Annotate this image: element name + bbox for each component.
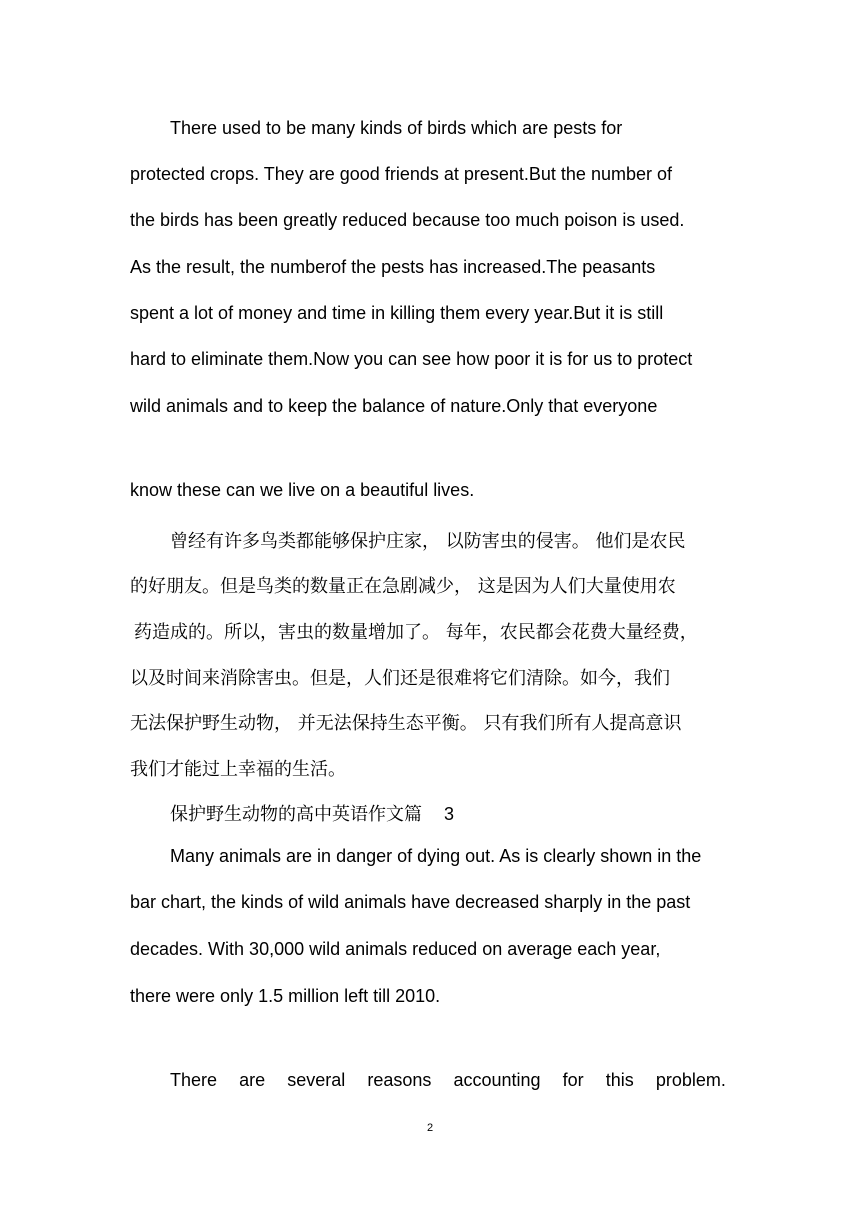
section-heading-text: 保护野生动物的高中英语作文篇 bbox=[170, 804, 422, 825]
paragraph-line: 的好朋友。但是鸟类的数量正在急剧减少， 这是因为人们大量使用农 bbox=[130, 576, 676, 597]
paragraph-line: 药造成的。所以，害虫的数量增加了。 每年，农民都会花费大量经费， bbox=[134, 622, 698, 643]
word: several bbox=[287, 1070, 346, 1090]
paragraph-line: there were only 1.5 million left till 2010. bbox=[130, 986, 441, 1006]
word: There bbox=[170, 1070, 218, 1090]
paragraph-line: 以及时间来消除害虫。但是，人们还是很难将它们清除。如今，我们 bbox=[130, 668, 670, 689]
word: problem. bbox=[655, 1070, 726, 1090]
paragraph-line: Many animals are in danger of dying out. As is clearly shown in the bbox=[170, 846, 702, 866]
paragraph-line: the birds has been greatly reduced because too much poison is used. bbox=[130, 210, 685, 230]
word: this bbox=[605, 1070, 634, 1090]
section-heading bbox=[170, 800, 454, 826]
word: are bbox=[239, 1070, 266, 1090]
paragraph-line: There used to be many kinds of birds which are pests for bbox=[170, 118, 623, 138]
paragraph-line: bar chart, the kinds of wild animals have decreased sharply in the past bbox=[130, 892, 691, 912]
section-heading-number: 3 bbox=[444, 804, 455, 824]
paragraph-line: spent a lot of money and time in killing them every year.But it is still bbox=[130, 303, 664, 323]
paragraph-line bbox=[170, 1070, 726, 1091]
page-number: 2 bbox=[426, 1122, 434, 1134]
paragraph-line: protected crops. They are good friends at present.But the number of bbox=[130, 164, 672, 184]
word: reasons bbox=[367, 1070, 432, 1090]
paragraph-line: decades. With 30,000 wild animals reduced on average each year, bbox=[130, 939, 661, 959]
paragraph-line: know these can we live on a beautiful lives. bbox=[130, 480, 475, 500]
paragraph-line: 我们才能过上幸福的生活。 bbox=[130, 759, 346, 780]
paragraph-line: 曾经有许多鸟类都能够保护庄家， 以防害虫的侵害。 他们是农民 bbox=[170, 531, 686, 552]
word: accounting bbox=[453, 1070, 541, 1090]
word: for bbox=[562, 1070, 584, 1090]
paragraph-line: hard to eliminate them.Now you can see how poor it is for us to protect bbox=[130, 349, 693, 369]
paragraph-line: 无法保护野生动物， 并无法保持生态平衡。 只有我们所有人提高意识 bbox=[130, 713, 682, 734]
paragraph-line: As the result, the numberof the pests has increased.The peasants bbox=[130, 257, 656, 277]
paragraph-line: wild animals and to keep the balance of nature.Only that everyone bbox=[130, 396, 658, 416]
